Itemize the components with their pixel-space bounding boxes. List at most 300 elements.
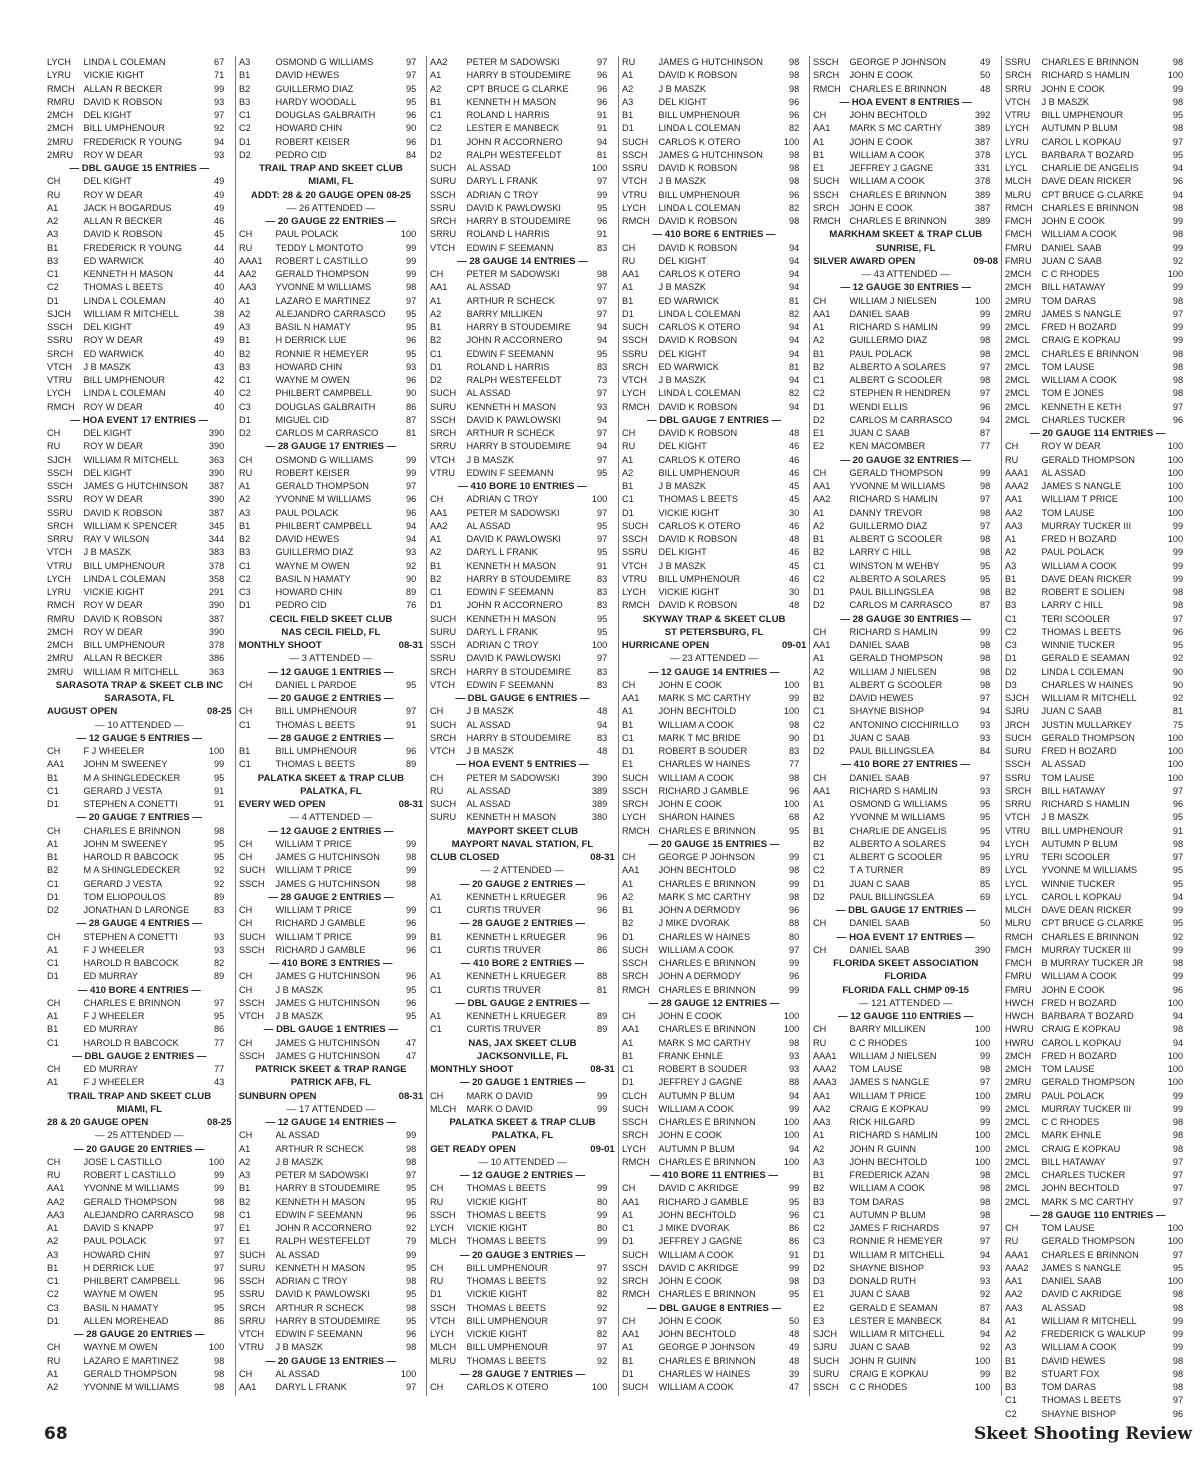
result-row [239,573,416,586]
shooter-name: AL ASSAD [466,520,511,532]
class-code: B1 [47,242,59,254]
gauge-label: 20 GAUGE 22 ENTRIES [277,216,384,227]
class-code: RMCH [1004,931,1033,943]
score: 100 [1167,997,1184,1009]
shooter-name: KENNETH H MASON [466,401,557,413]
result-row [1005,1196,1183,1209]
class-code: AA3 [1004,1302,1023,1314]
class-code: C1 [47,958,59,969]
shooter-name: FREDERICK R YOUNG [83,242,183,254]
score: 69 [980,891,991,903]
shooter-name: PAUL BILLINGSLEA [849,891,935,903]
result-row [239,321,416,334]
score: 96 [405,1209,416,1221]
shooter-name: RICHARD S HAMLIN [849,1130,938,1142]
score: 100 [592,1382,608,1393]
shooter-name: DONALD RUTH [849,1276,917,1287]
class-code: 2MCL [1004,1143,1030,1155]
class-code: 2MRU [1004,1077,1032,1089]
score: 94 [597,441,608,453]
class-code: D1 [238,414,251,426]
result-row [239,1209,416,1222]
page-number: 68 [44,1424,68,1444]
result-row [813,1355,990,1368]
score: 100 [1167,494,1184,506]
class-code: E1 [621,759,634,771]
class-code: SURU [430,401,457,413]
score: 98 [980,1209,991,1221]
class-code: 2MCL [1004,375,1030,386]
gauge-label: 12 GAUGE 14 ENTRIES [661,666,768,678]
gauge-label: DBL GAUGE 8 ENTRIES [659,1302,769,1314]
score: 99 [1172,1090,1184,1102]
class-code: CH [430,772,444,784]
score: 94 [788,255,799,267]
shooter-name: ROLAND L HARRIS [466,361,550,373]
shooter-name: HARRY B STOUDEMIRE [275,1315,380,1327]
class-code: A1 [47,1223,59,1234]
shooter-name: JAMES G HUTCHINSON [275,1037,380,1049]
score: 99 [1172,1315,1184,1327]
shooter-name: J B MASZK [658,83,706,95]
result-row [813,414,990,427]
shooter-name: LINDA L COLEMAN [83,57,166,68]
result-row [47,1023,224,1036]
shooter-name: JAMES G HUTCHINSON [275,852,380,863]
result-row [813,798,990,811]
class-code: LYCH [47,57,71,68]
score: 98 [980,335,991,347]
result-row [47,758,224,771]
result-row [1005,255,1183,268]
shooter-name: FRED H BOZARD [1041,534,1117,545]
shooter-name: JEFFREY J GAGNE [658,1236,743,1248]
score: 99 [980,1117,991,1128]
class-code: C2 [813,865,826,877]
score: 96 [1172,414,1184,426]
shooter-name: ED MURRAY [83,1024,139,1036]
class-code: RMRU [47,96,75,108]
score: 91 [597,123,608,135]
score: 91 [405,719,416,731]
class-code: VTRU [430,467,456,479]
class-code: LYCH [430,1329,455,1340]
result-row [430,136,607,149]
class-code: B2 [238,1196,250,1208]
gauge-heading: — 28 GAUGE 110 ENTRIES — [1030,1209,1166,1221]
result-row [239,520,416,533]
shooter-name: SHAYNE BISHOP [849,1262,925,1274]
result-row [47,1156,224,1169]
shooter-name: ARTHUR R SCHECK [466,428,556,439]
class-code: B1 [238,746,250,757]
class-code: MLCH [430,1103,457,1115]
class-code: SSCH [238,878,265,890]
result-row [1005,732,1183,745]
result-row [622,295,799,308]
score: 91 [213,785,225,797]
result-row [622,440,799,453]
score: 83 [213,905,225,916]
result-row [622,984,799,997]
shooter-name: DAVID HEWES [849,693,914,704]
shooter-name: DANIEL SAAB [849,772,910,784]
shooter-name: RICHARD S HAMLIN [1041,70,1130,82]
result-row [622,149,799,162]
class-code: A2 [238,1156,250,1168]
score: 90 [788,732,799,744]
score: 82 [597,1289,608,1301]
result-row [813,1262,990,1275]
shooter-name: ALLEN MOREHEAD [83,1315,169,1327]
score: 97 [405,1382,416,1393]
shooter-name: CHARLES E BRINNON [849,189,948,201]
result-row [622,242,799,255]
shooter-name: PHILBERT CAMPBELL [83,1276,180,1287]
shooter-name: LAZARO E MARTINEZ [275,295,371,307]
class-code: A1 [621,706,634,718]
class-code: SSCH [430,414,456,426]
shooter-name: BILL UMPHENOUR [1041,110,1124,121]
gauge-heading: — 20 GAUGE 2 ENTRIES — [268,693,394,704]
shooter-name: JAMES S NANGLE [1041,1262,1122,1274]
score: 99 [213,759,225,771]
shooter-name: DAVID C AKRIDGE [658,1183,739,1195]
class-code: AA1 [813,785,831,797]
class-code: SSCH [1004,759,1031,771]
class-code: SRCH [47,348,74,360]
result-row [622,268,799,281]
score: 81 [1172,706,1184,718]
score: 378 [208,560,225,572]
gauge-label: 28 GAUGE 110 ENTRIES [1042,1209,1154,1221]
result-row [47,175,224,188]
gauge-heading: — DBL GAUGE 6 ENTRIES — [455,693,590,704]
score: 100 [1167,441,1184,453]
class-code: AA1 [1004,1276,1023,1287]
result-row [430,613,607,626]
score: 49 [980,57,991,68]
shooter-name: WINSTON M WEHBY [849,560,940,572]
shooter-name: FRED H BOZARD [1041,746,1117,757]
class-code: D1 [238,600,251,612]
shooter-name: THOMAS L BEETS [1041,1395,1121,1407]
result-row [430,1275,607,1288]
class-code: C2 [238,388,251,400]
score: 95 [1172,640,1184,651]
class-code: VTCH [47,547,73,559]
score: 38 [213,308,225,320]
event-date: 09-08 [973,255,998,267]
class-code: C1 [238,1209,251,1221]
score: 93 [980,732,991,744]
shooter-name: GERALD THOMPSON [849,653,944,665]
result-row [239,1328,416,1341]
shooter-name: ANTONINO CICCHIRILLO [849,719,960,731]
shooter-name: WILLIAM J NIELSEN [849,295,937,307]
score: 97 [1172,401,1184,413]
result-row [239,268,416,281]
result-row [47,255,224,268]
score: 98 [213,1355,225,1367]
shooter-name: VICKIE KIGHT [466,1289,528,1301]
score: 95 [980,852,991,863]
shooter-name: DANIEL SAAB [849,640,910,651]
gauge-label: 410 BORE 11 ENTRIES [662,1170,766,1181]
class-code: B2 [1004,587,1017,598]
shooter-name: DAVID HEWES [275,534,339,545]
score: 99 [788,878,799,890]
shooter-name: DARYL L FRANK [275,1382,347,1393]
score: 99 [597,1090,608,1102]
result-row [430,560,607,573]
shooter-name: M A SHINGLEDECKER [83,865,181,877]
score: 95 [1172,865,1184,877]
shooter-name: THOMAS L BEETS [466,1302,547,1314]
shooter-name: JUAN C SAAB [849,1289,911,1301]
shooter-name: ALEJANDRO CARRASCO [83,1209,194,1221]
shooter-name: AL ASSAD [275,1130,320,1142]
score: 97 [1172,136,1184,148]
score: 98 [788,176,799,188]
class-code: C1 [1004,1395,1017,1407]
result-row [622,189,799,202]
event-name: AUGUST OPEN [47,706,118,718]
shooter-name: EDWIN F SEEMANN [275,1209,363,1221]
result-row [1005,1302,1183,1315]
shooter-name: SHAYNE BISHOP [849,706,925,718]
club-heading: TRAIL TRAP AND SKEET CLUB [67,1090,212,1102]
score: 100 [1167,269,1184,280]
class-code: AA2 [430,520,448,532]
shooter-name: DOUGLAS GALBRAITH [275,401,375,413]
result-row [622,454,799,467]
shooter-name: PAUL POLACK [275,507,339,519]
class-code: VTCH [47,361,73,373]
attendance-label: 43 ATTENDED [873,269,938,280]
class-code: RU [621,57,636,68]
shooter-name: DANIEL SAAB [849,944,910,956]
result-row [430,281,607,294]
class-code: SRCH [1004,70,1032,82]
results-page [44,56,1194,1420]
score: 99 [597,1183,608,1195]
shooter-name: FRED H BOZARD [1041,322,1117,333]
shooter-name: CHARLES E BRINNON [1041,57,1139,68]
score: 92 [1172,653,1184,665]
score: 97 [597,1315,608,1327]
shooter-name: C C RHODES [849,1382,908,1393]
class-code: B2 [47,865,59,877]
shooter-name: JOHN E COOK [849,70,914,82]
class-code: D1 [813,732,826,744]
score: 100 [975,1037,991,1049]
shooter-name: LINDA L COLEMAN [658,202,741,214]
shooter-name: JOHN BECHTOLD [658,706,736,718]
result-row [239,109,416,122]
result-row [1005,1222,1183,1235]
shooter-name: PAUL POLACK [83,1236,147,1248]
result-row [47,838,224,851]
shooter-name: CHARLES E BRINNON [658,1355,756,1367]
class-code: MLCH [1004,905,1032,916]
class-code: SUCH [430,799,457,810]
score: 48 [597,706,608,718]
score: 92 [597,1355,608,1367]
class-code: B1 [621,719,634,731]
event-date: 08-31 [398,640,424,651]
score: 95 [788,1289,799,1301]
shooter-name: CHARLES TUCKER [1041,1170,1126,1181]
class-code: CH [813,626,827,638]
class-code: A3 [238,1170,250,1181]
shooter-name: OSMOND G WILLIAMS [849,799,948,810]
shooter-name: YVONNE M WILLIAMS [849,481,946,492]
score: 99 [980,1103,991,1115]
result-row [239,719,416,732]
result-row [430,454,607,467]
score: 96 [1172,176,1184,188]
result-row [239,414,416,427]
shooter-name: DAVID K ROBSON [83,507,163,519]
gauge-heading: — 12 GAUGE 30 ENTRIES — [840,282,971,294]
class-code: RMCH [47,83,75,95]
gauge-heading: — 410 BORE 11 ENTRIES — [650,1170,779,1181]
score: 94 [597,719,608,731]
shooter-name: CHARLES E BRINNON [658,1117,756,1128]
result-row [622,891,799,904]
event-title [430,1143,615,1156]
score: 331 [975,163,991,174]
score: 82 [788,308,799,320]
class-code: CH [621,1315,636,1327]
shooter-name: JAMES F RICHARDS [849,1223,940,1234]
score: 94 [788,242,799,254]
shooter-name: CPT BRUCE G CLARKE [1041,918,1144,930]
score: 97 [1172,1395,1184,1407]
class-code: LYRU [1004,852,1029,863]
result-row [1005,202,1183,215]
shooter-name: THOMAS L BEETS [466,1276,547,1287]
gauge-label: 12 GAUGE 2 ENTRIES [280,825,382,837]
result-row [813,1076,990,1089]
shooter-name: VICKIE KIGHT [658,507,720,519]
club-heading: SARASOTA, FL [104,693,175,704]
shooter-name: BASIL N HAMATY [275,322,351,333]
shooter-name: BILL UMPHENOUR [658,110,740,121]
shooter-name: AL ASSAD [1041,759,1086,771]
class-code: LYRU [47,70,71,82]
gauge-label: 28 GAUGE 20 ENTRIES [86,1329,193,1340]
shooter-name: AL ASSAD [466,785,511,797]
result-row [813,401,990,414]
result-row [47,533,224,546]
score: 98 [980,534,991,545]
shooter-name: JOHN BECHTOLD [658,1329,736,1340]
shooter-name: RICHARD J GAMBLE [658,785,749,797]
class-code: A2 [621,891,634,903]
result-row [430,970,607,983]
shooter-name: PEDRO CID [275,600,327,612]
result-row [1005,1156,1183,1169]
result-row [622,1209,799,1222]
class-code: AAA2 [813,1064,837,1075]
shooter-name: JUSTIN MULLARKEY [1041,719,1133,731]
class-code: C2 [813,1223,826,1234]
gauge-label: 28 GAUGE 2 ENTRIES [280,732,382,744]
score: 98 [213,1209,225,1221]
shooter-name: YVONNE M WILLIAMS [849,812,946,824]
result-row [622,1328,799,1341]
shooter-name: KENNETH H MASON [466,96,557,108]
class-code: CH [430,706,444,718]
score: 100 [1167,481,1184,492]
result-row [622,705,799,718]
result-row [47,1341,224,1354]
class-code: 2MCL [1004,1103,1030,1115]
shooter-name: EDWIN F SEEMANN [466,587,554,598]
shooter-name: DEL KIGHT [83,467,132,479]
class-code: B2 [813,693,825,704]
shooter-name: DAVID K ROBSON [658,70,737,82]
result-row [239,917,416,930]
score: 95 [405,83,416,95]
shooter-name: JOHN E COOK [658,1276,722,1287]
score: 98 [980,587,991,598]
score: 93 [405,547,416,559]
gauge-label: 28 GAUGE 4 ENTRIES [88,918,190,930]
score: 93 [980,1262,991,1274]
class-code: B1 [47,852,59,863]
result-row [813,732,990,745]
shooter-name: AUTUMN P BLUM [1041,123,1118,135]
event-name: HURRICANE OPEN [621,640,710,651]
gauge-heading: — DBL GAUGE 2 ENTRIES — [72,1050,207,1062]
shooter-name: KENNETH L KRUEGER [466,891,567,903]
class-code: B3 [813,1196,825,1208]
result-row [1005,321,1183,334]
shooter-name: ROBERT B SOUDER [658,746,747,757]
score: 99 [1172,83,1184,95]
class-code: C1 [430,348,442,360]
result-row [813,917,990,930]
gauge-heading: — 410 BORE 2 ENTRIES — [460,958,585,969]
class-code: JRCH [1004,719,1030,731]
score: 91 [597,560,608,572]
class-code: D1 [47,799,59,810]
class-code: B1 [621,110,634,121]
score: 97 [980,1223,991,1234]
score: 390 [208,441,225,453]
shooter-name: TOM DARAS [1041,295,1097,307]
shooter-name: GUILLERMO DIAZ [849,335,928,347]
result-row [622,175,799,188]
shooter-name: RALPH WESTEFELDT [466,375,562,386]
score: 94 [1172,189,1184,201]
class-code: AA1 [47,1183,65,1195]
gauge-label: 12 GAUGE 1 ENTRIES [280,666,382,678]
shooter-name: DANIEL L PARDOE [275,679,357,691]
event-title [239,1090,424,1103]
result-row [47,825,224,838]
score: 100 [592,640,608,651]
class-code: SSCH [621,785,648,797]
class-code: B2 [813,1183,825,1195]
class-code: C1 [430,905,442,916]
class-code: CH [813,772,827,784]
class-code: C1 [813,1209,826,1221]
score: 99 [1172,520,1184,532]
